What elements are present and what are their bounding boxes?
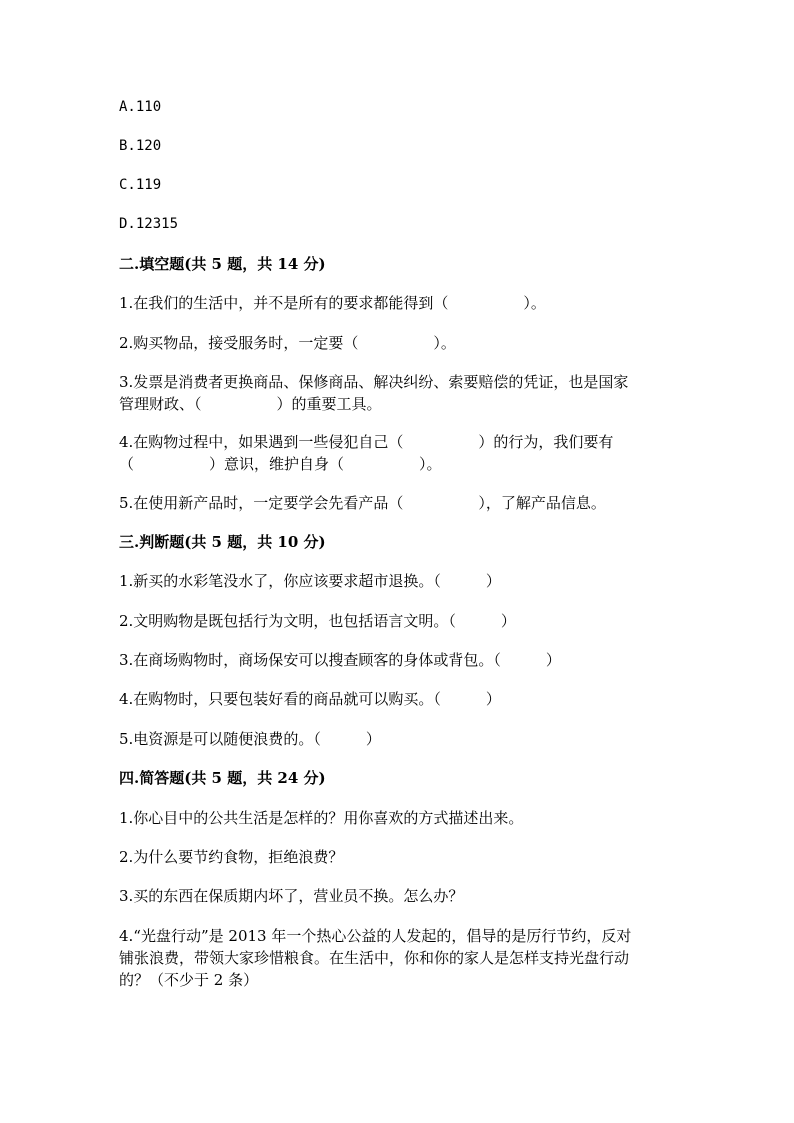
fill-question-4-line-2: （ ）意识，维护自身（ ）。 (119, 455, 442, 473)
fill-question-1: 1.在我们的生活中，并不是所有的要求都能得到（ ）。 (119, 294, 546, 312)
fill-question-2: 2.购买物品，接受服务时，一定要（ ）。 (119, 334, 456, 352)
option-b: B.120 (119, 138, 162, 154)
short-question-4-line-2: 铺张浪费，带领大家珍惜粮食。在生活中，你和你的家人是怎样支持光盘行动 (119, 949, 630, 967)
judge-question-5: 5.电资源是可以随便浪费的。（ ） (119, 730, 381, 748)
short-question-1: 1.你心目中的公共生活是怎样的？用你喜欢的方式描述出来。 (119, 809, 524, 827)
option-c: C.119 (119, 177, 162, 193)
fill-question-4-line-1: 4.在购物过程中，如果遇到一些侵犯自己（ ）的行为，我们要有 (119, 433, 614, 451)
section-heading-true-false: 三.判断题(共 5 题，共 10 分) (119, 533, 326, 551)
fill-question-3-line-2: 管理财政、（ ）的重要工具。 (119, 395, 382, 413)
judge-question-2: 2.文明购物是既包括行为文明，也包括语言文明。（ ） (119, 612, 516, 630)
fill-question-5: 5.在使用新产品时，一定要学会先看产品（ ），了解产品信息。 (119, 494, 606, 512)
short-question-3: 3.买的东西在保质期内坏了，营业员不换。怎么办？ (119, 887, 464, 905)
option-a: A.110 (119, 99, 162, 115)
fill-question-3-line-1: 3.发票是消费者更换商品、保修商品、解决纠纷、索要赔偿的凭证，也是国家 (119, 373, 629, 391)
section-heading-fill-blank: 二.填空题(共 5 题，共 14 分) (119, 255, 326, 273)
judge-question-3: 3.在商场购物时，商场保安可以搜查顾客的身体或背包。（ ） (119, 651, 561, 669)
short-question-4-line-3: 的？（不少于 2 条） (119, 971, 259, 989)
short-question-2: 2.为什么要节约食物，拒绝浪费？ (119, 848, 344, 866)
short-question-4-line-1: 4.“光盘行动”是 2013 年一个热心公益的人发起的，倡导的是厉行节约，反对 (119, 927, 632, 945)
judge-question-1: 1.新买的水彩笔没水了，你应该要求超市退换。（ ） (119, 572, 501, 590)
option-d: D.12315 (119, 216, 179, 232)
section-heading-short-answer: 四.简答题(共 5 题，共 24 分) (119, 769, 326, 787)
judge-question-4: 4.在购物时，只要包装好看的商品就可以购买。（ ） (119, 690, 501, 708)
